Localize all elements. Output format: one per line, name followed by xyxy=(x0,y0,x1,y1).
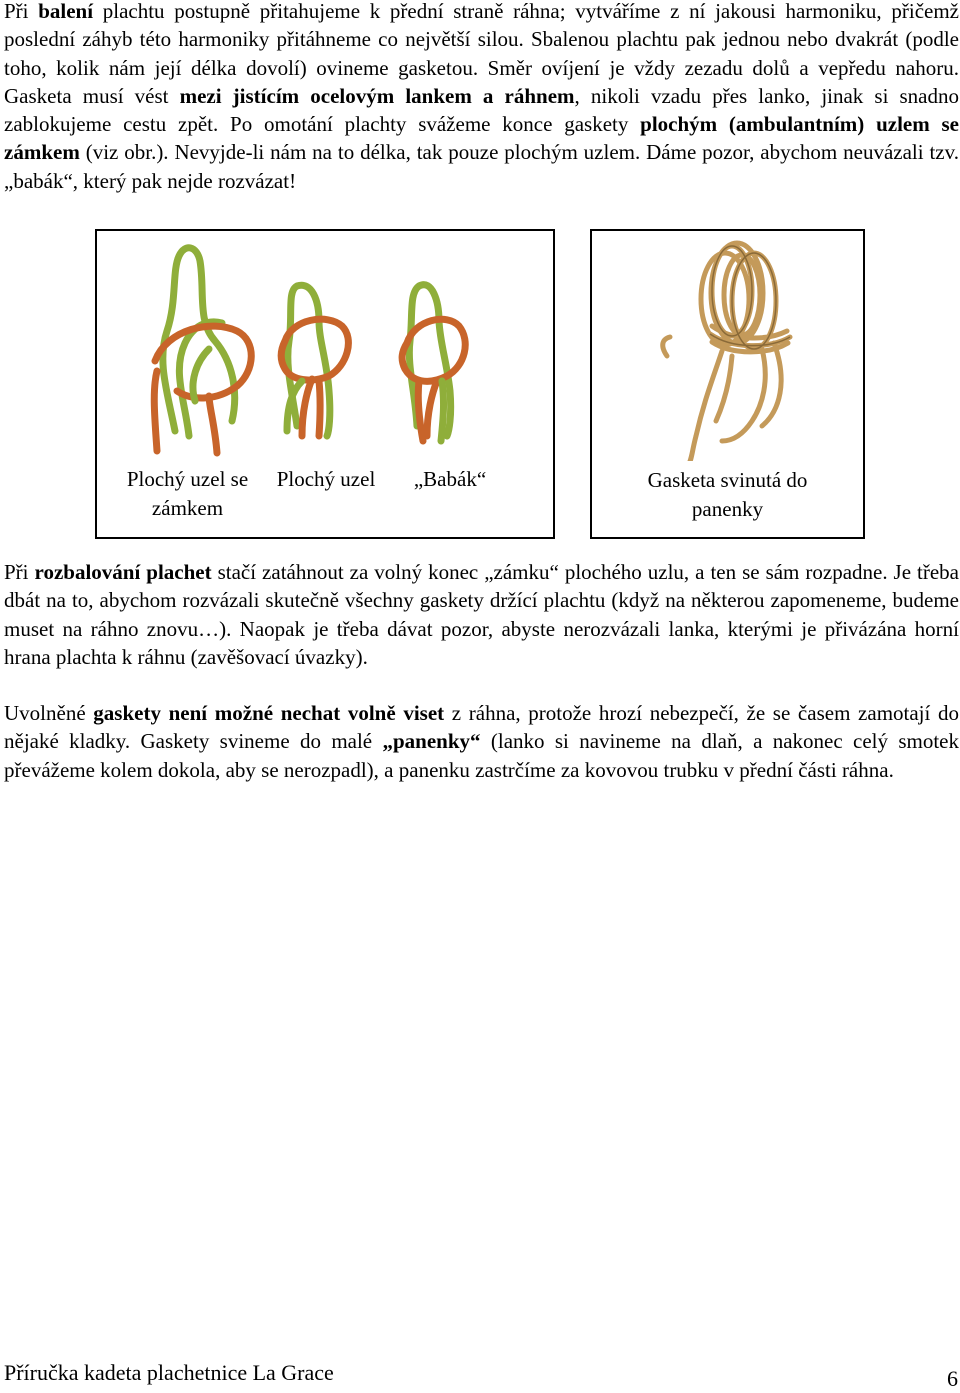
reef-knot-illustration xyxy=(281,285,348,436)
footer-title: Příručka kadeta plachetnice La Grace xyxy=(4,1360,334,1385)
caption-reef-knot-with-slip: Plochý uzel se zámkem xyxy=(126,467,249,520)
paragraph-packing: Při balení plachtu postupně přitahujeme k přední straně ráhna; vytváříme z ní jakousi harmoniku, přičemž poslední záhyb této harmoniky přitáhneme co největší silou. Sbalenou plachtu pak jednou nebo dvakrát (podle toho, kolik nám její délka dovolí) ovineme gasketou. Směr ovíjení je vždy zezadu dolů a vepředu nahoru. Gasketa musí vést mezi jistícím ocelovým lankem a ráhnem, nikoli vzadu přes lanko, jinak si snadno zablokujeme cestu zpět. Po omotání plachty svážeme konce gaskety plochým (ambulantním) uzlem se zámkem (viz obr.). Nevyjde-li nám na to délka, tak pouze plochým uzlem. Dáme pozor, abychom neuvázali tzv. „babák“, který pak nejde rozvázat! xyxy=(4,0,960,193)
gasket-coil-illustration xyxy=(592,231,863,461)
caption-granny-knot: „Babák“ xyxy=(413,467,487,491)
caption-reef-knot: Plochý uzel xyxy=(276,467,376,491)
granny-knot-illustration xyxy=(402,285,465,441)
paragraph-unpacking: Při rozbalování plachet stačí zatáhnout za volný konec „zámku“ plochého uzlu, a ten se sám rozpadne. Je třeba dbát na to, abychom rozvázali skutečně všechny gaskety držící plachtu (když na některou zapomeneme, budeme muset na ráhno znovu…). Naopak je třeba dávat pozor, abyste nerozvázali lanka, kterými je přivázána horní hrana plachta k ráhnu (zavěšovací úvazky). xyxy=(4,560,960,669)
knot-illustrations xyxy=(97,231,553,461)
page-number: 6 xyxy=(947,1366,958,1391)
reef-knot-with-slip-illustration xyxy=(154,248,251,453)
caption-gasket-coil: Gasketa svinutá do panenky xyxy=(647,468,808,521)
paragraph-loose-gaskets: Uvolněné gaskety není možné nechat volně viset z ráhna, protože hrozí nebezpečí, že se časem zamotají do nějaké kladky. Gaskety svineme do malé „panenky“ (lanko si navineme na dlaň, a nakonec celý smotek převážeme kolem dokola, aby se nerozpadl), a panenku zastrčíme za kovovou trubku v přední části ráhna. xyxy=(4,701,960,782)
